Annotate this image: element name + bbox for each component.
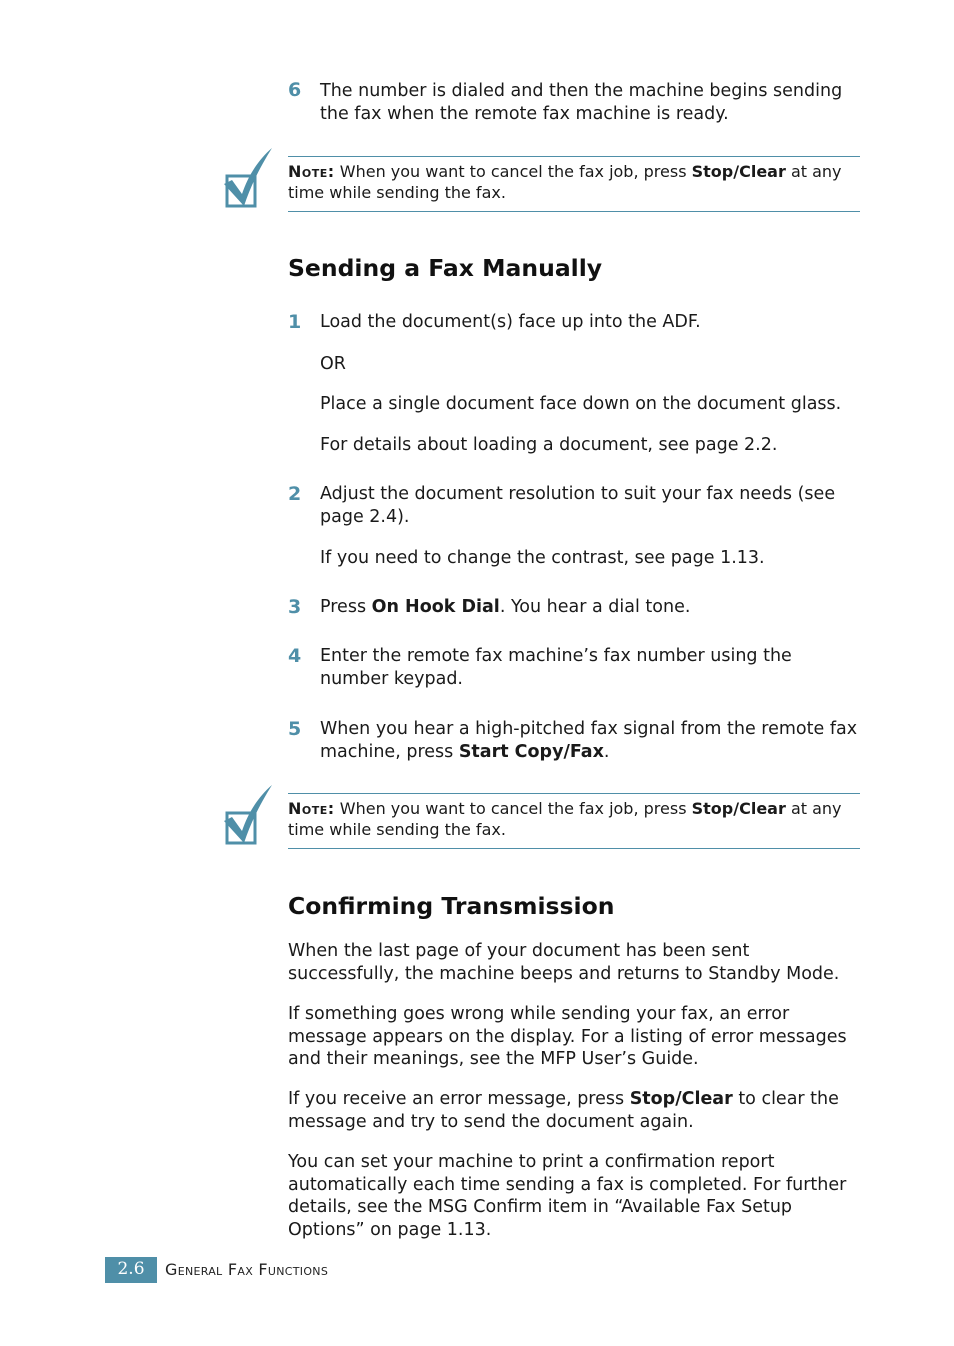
step-5-after: .	[603, 742, 610, 762]
note-1-bottom-rule	[288, 211, 860, 212]
step-3-after: . You hear a dial tone.	[499, 597, 691, 617]
section-2-paragraph-2: If something goes wrong while sending your fax, an error message appears on the display. For a listing of error messages and their meanings, see the MFP User’s Guide.	[288, 1004, 847, 1069]
step-number-5: 5	[288, 718, 302, 740]
note-1-bold: Stop/Clear	[691, 162, 786, 181]
step-number-1: 1	[288, 311, 302, 333]
step-4-text: Enter the remote fax machine’s fax number using the number keypad.	[320, 646, 792, 689]
step-number-6: 6	[288, 79, 302, 101]
section-2-paragraph-1: When the last page of your document has been sent successfully, the machine beeps and returns to Standby Mode.	[288, 941, 840, 984]
footer-chapter-title: General Fax Functions	[165, 1260, 329, 1279]
step-3-bold: On Hook Dial	[371, 597, 500, 617]
note-1-top-rule	[288, 156, 860, 157]
note-2-bold: Stop/Clear	[691, 799, 786, 818]
step-3-before: Press	[320, 597, 372, 617]
step-2-line-2: If you need to change the contrast, see page 1.13.	[320, 548, 765, 568]
step-number-2: 2	[288, 483, 302, 505]
note-2-bottom-rule	[288, 848, 860, 849]
note-1-text-after: at any time while sending the fax.	[288, 162, 842, 202]
step-1-line-2: Place a single document face down on the document glass.	[320, 394, 842, 414]
section-1-title: Sending a Fax Manually	[288, 254, 603, 282]
step-1-line-3: For details about loading a document, see page 2.2.	[320, 435, 778, 455]
note-2-top-rule	[288, 793, 860, 794]
note-1-label: Note:	[288, 162, 335, 181]
step-5-bold: Start Copy/Fax	[458, 742, 604, 762]
paragraph-3-bold: Stop/Clear	[629, 1089, 733, 1109]
page-number-badge: 2.6	[105, 1257, 157, 1283]
note-2-label: Note:	[288, 799, 335, 818]
note-1-text-before: When you want to cancel the fax job, press	[339, 162, 692, 181]
step-1-or: OR	[320, 354, 346, 374]
note-1	[288, 162, 860, 203]
checkmark-note-icon	[222, 146, 274, 210]
note-2-text-after: at any time while sending the fax.	[288, 799, 842, 839]
note-2	[288, 799, 860, 840]
paragraph-3-after: to clear the message and try to send the document again.	[288, 1089, 839, 1132]
note-2-text-before: When you want to cancel the fax job, press	[339, 799, 692, 818]
step-1-line-1: Load the document(s) face up into the ADF.	[320, 312, 701, 332]
step-number-4: 4	[288, 645, 302, 667]
step-2-line-1: Adjust the document resolution to suit your fax needs (see page 2.4).	[320, 484, 836, 527]
step-number-3: 3	[288, 596, 302, 618]
step-3-text	[320, 596, 865, 619]
section-2-paragraph-4: You can set your machine to print a confirmation report automatically each time sending a fax is completed. For further details, see the MSG Confirm item in “Available Fax Setup Options” on page 1.13.	[288, 1152, 847, 1240]
step-5-before: When you hear a high-pitched fax signal from the remote fax machine, press	[320, 719, 858, 762]
section-2-paragraph-3	[288, 1088, 863, 1133]
paragraph-3-before: If you receive an error message, press	[288, 1089, 630, 1109]
step-5-text	[320, 718, 865, 764]
step-6-text: The number is dialed and then the machine begins sending the fax when the remote fax machine is ready.	[320, 81, 843, 124]
checkmark-note-icon	[222, 783, 274, 847]
section-2-title: Confirming Transmission	[288, 892, 615, 920]
